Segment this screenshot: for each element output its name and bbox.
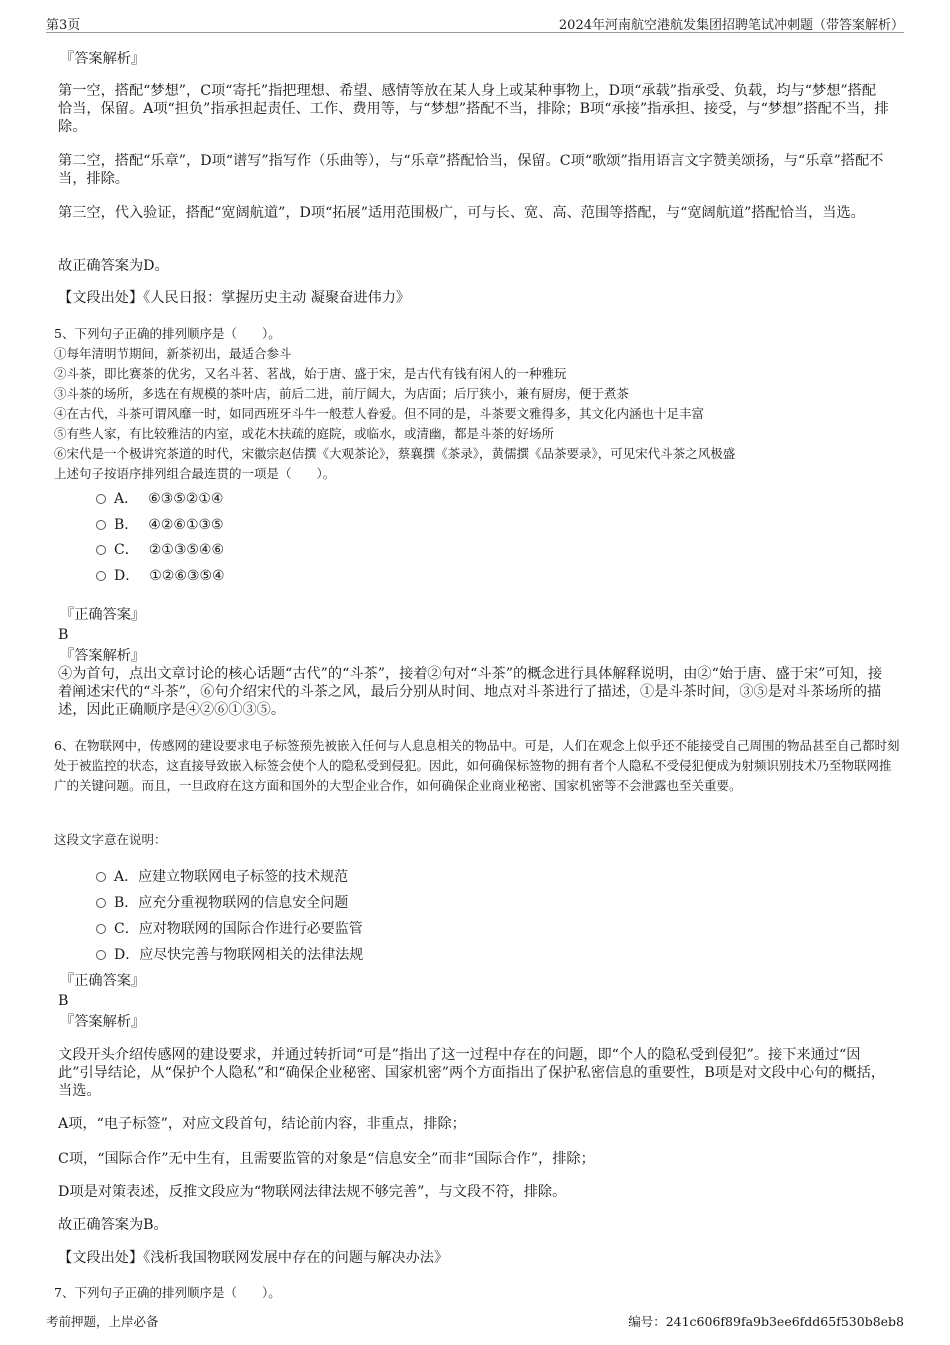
- q6-explain-para-3: C项，“国际合作”无中生有，且需要监管的对象是“信息安全”而非“国际合作”，排除；: [58, 1151, 595, 1167]
- source-q4: 【文段出处】《人民日报：掌握历史主动 凝聚奋进伟力》: [58, 290, 411, 306]
- q5-explain-label: 『答案解析』: [60, 648, 146, 664]
- q6-explain-para-2: A项，“电子标签”，对应文段首句，结论前内容，非重点，排除；: [58, 1116, 466, 1132]
- explain-q4-para-2: 第二空，搭配“乐章”，D项“谱写”指写作（乐曲等），与“乐章”搭配恰当，保留。C项“歌颂”指用语言文字赞美颂扬，与“乐章”搭配不当，排除。: [58, 153, 884, 187]
- q5-answer-label: 『正确答案』: [60, 607, 146, 623]
- explain-q4-para-3: 第三空，代入验证，搭配“宽阔航道”，D项“拓展”适用范围极广，可与长、宽、高、范围等搭配，与“宽阔航道”搭配恰当，当选。: [58, 205, 865, 221]
- q6-option-c[interactable]: C．应对物联网的国际合作进行必要监管: [96, 918, 363, 938]
- q6-explain-conclusion: 故正确答案为B。: [58, 1217, 168, 1233]
- q6-explain-para-1: 文段开头介绍传感网的建设要求，并通过转折词“可是”指出了这一过程中存在的问题，即“个人的隐私受到侵犯”。接下来通过“因此”引导结论，从“保护个人隐私”和“确保企业秘密、国家机密”两个方面指出了保护私密信息的重要性，B项是对文段中心句的概括，当选。: [58, 1047, 886, 1099]
- explain-q4-conclusion: 故正确答案为D。: [58, 258, 169, 274]
- q6-option-a[interactable]: A．应建立物联网电子标签的技术规范: [96, 866, 348, 886]
- q6-stem: 6、在物联网中，传感网的建设要求电子标签预先被嵌入任何与人息息相关的物品中。可是，人们在观念上似乎还不能接受自己周围的物品甚至自己都时刻处于被监控的状态，这直接导致嵌入标签会使个人的隐私受到侵犯。因此，如何确保标签物的拥有者个人隐私不受侵犯便成为射频识别技术乃至物联网推广的关键问题。而且，一旦政府在这方面和国外的大型企业合作，如何确保企业商业秘密、国家机密等不会泄露也至关重要。: [54, 738, 900, 793]
- source-q6: 【文段出处】《浅析我国物联网发展中存在的问题与解决办法》: [58, 1250, 449, 1266]
- q6-answer: B: [58, 993, 69, 1009]
- q7-stem: 7、下列句子正确的排列顺序是（ ）。: [54, 1285, 281, 1300]
- q5-line-1: ①每年清明节期间，新茶初出，最适合参斗: [54, 346, 292, 361]
- q6-explain-label: 『答案解析』: [60, 1014, 146, 1030]
- q5-line-2: ②斗茶，即比赛茶的优劣，又名斗茗、茗战，始于唐、盛于宋，是古代有钱有闲人的一种雅玩: [54, 366, 567, 381]
- q5-explain: ④为首句，点出文章讨论的核心话题“古代”的“斗茶”，接着②句对“斗茶”的概念进行具体解释说明，由②“始于唐、盛于宋”可知，接着阐述宋代的“斗茶”，⑥句介绍宋代的斗茶之风，最后分别从时间、地点对斗茶进行了描述，①是斗茶时间，③⑤是对斗茶场所的描述，因此正确顺序是④②⑥①③⑤。: [58, 666, 883, 718]
- explain-q4-para-1: 第一空，搭配“梦想”，C项“寄托”指把理想、希望、感情等放在某人身上或某种事物上，D项“承载”指承受、负载，均与“梦想”搭配恰当，保留。A项“担负”指承担起责任、工作、费用等，与“梦想”搭配不当，排除；B项“承接”指承担、接受，与“梦想”搭配不当，排除。: [58, 83, 889, 135]
- document-id: 编号：241c606f89fa9b3ee6fdd65f530b8eb8: [628, 1314, 904, 1329]
- q6-option-d[interactable]: D．应尽快完善与物联网相关的法律法规: [96, 944, 363, 964]
- q5-line-4: ④在古代，斗茶可谓风靡一时，如同西班牙斗牛一般惹人眷爱。但不同的是，斗茶要文雅得多，其文化内涵也十足丰富: [54, 406, 705, 421]
- page-header: [46, 14, 904, 33]
- q5-option-a[interactable]: A． ⑥③⑤②①④: [96, 488, 223, 508]
- q5-option-b[interactable]: B． ④②⑥①③⑤: [96, 514, 224, 534]
- radio-icon[interactable]: [96, 520, 106, 530]
- radio-icon[interactable]: [96, 924, 106, 934]
- radio-icon[interactable]: [96, 494, 106, 504]
- q5-option-d[interactable]: D． ①②⑥③⑤④: [96, 565, 225, 585]
- q6-option-b[interactable]: B．应充分重视物联网的信息安全问题: [96, 892, 348, 912]
- q5-line-5: ⑤有些人家，有比较雅洁的内室，或花木扶疏的庭院，或临水，或清幽，都是斗茶的好场所: [54, 426, 555, 441]
- page-number: 第3页: [46, 18, 81, 33]
- radio-icon[interactable]: [96, 898, 106, 908]
- q5-stem: 5、下列句子正确的排列顺序是（ ）。: [54, 326, 281, 341]
- q5-line-7: 上述句子按语序排列组合最连贯的一项是（ ）。: [54, 466, 336, 481]
- q6-sub: 这段文字意在说明：: [54, 832, 167, 847]
- explain-label-q4: 『答案解析』: [60, 51, 146, 67]
- radio-icon[interactable]: [96, 950, 106, 960]
- footer-slogan: 考前押题，上岸必备: [46, 1314, 159, 1329]
- radio-icon[interactable]: [96, 545, 106, 555]
- radio-icon[interactable]: [96, 571, 106, 581]
- q5-option-c[interactable]: C． ②①③⑤④⑥: [96, 539, 224, 559]
- radio-icon[interactable]: [96, 872, 106, 882]
- q5-line-3: ③斗茶的场所，多选在有规模的茶叶店，前后二进，前厅阔大，为店面；后厅狭小，兼有厨房，便于煮茶: [54, 386, 630, 401]
- document-title: 2024年河南航空港航发集团招聘笔试冲刺题（带答案解析）: [558, 18, 904, 33]
- q6-answer-label: 『正确答案』: [60, 973, 146, 989]
- q5-line-6: ⑥宋代是一个极讲究茶道的时代，宋徽宗赵佶撰《大观茶论》，蔡襄撰《茶录》，黄儒撰《品茶要录》，可见宋代斗茶之风极盛: [54, 446, 736, 461]
- q5-answer: B: [58, 627, 69, 643]
- q6-explain-para-4: D项是对策表述，反推文段应为“物联网法律法规不够完善”，与文段不符，排除。: [58, 1184, 567, 1200]
